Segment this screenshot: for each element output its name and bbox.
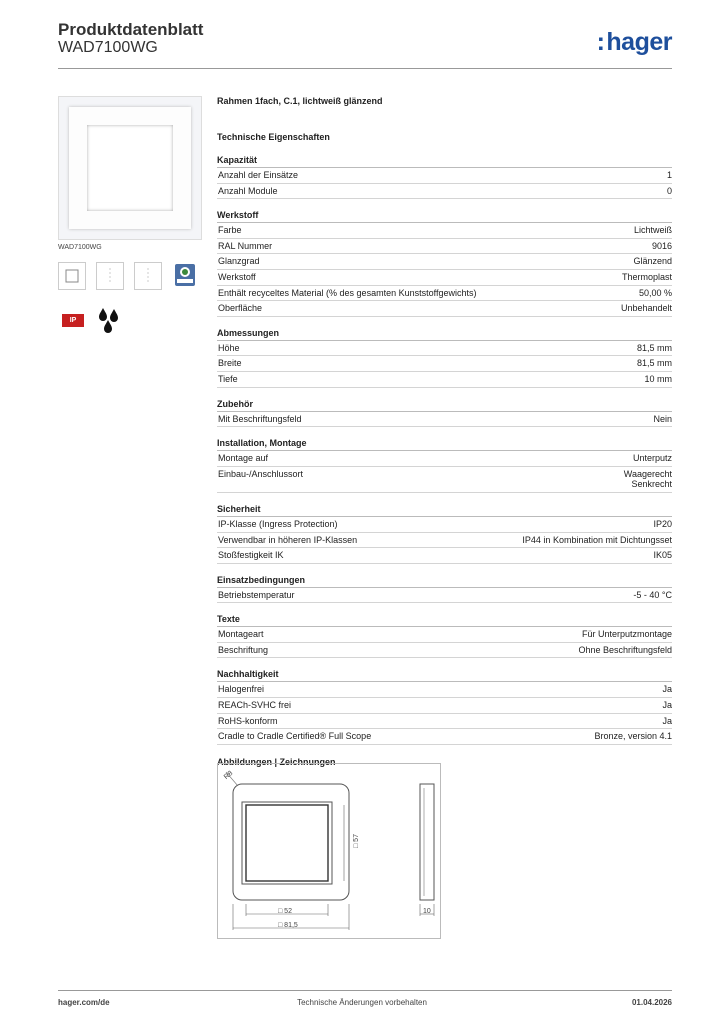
product-photo-caption: WAD7100WG	[58, 244, 102, 251]
spec-content	[217, 96, 672, 767]
spec-row: Enthält recyceltes Material (% des gesamten Kunststoffgewichts) 50,00 %	[217, 286, 672, 302]
spec-section: Einsatzbedingungen Betriebstemperatur -5 - 40 °C	[217, 575, 672, 604]
spec-row: Breite 81,5 mm	[217, 356, 672, 372]
header-divider	[58, 68, 672, 69]
footer-website[interactable]: hager.com/de	[58, 998, 110, 1007]
spec-section: Abmessungen Höhe 81,5 mm Breite 81,5 mm Tiefe 10 mm	[217, 328, 672, 388]
spec-row: Einbau-/Anschlussort Waagerecht Senkrecht	[217, 467, 672, 493]
drawing-thumbnail[interactable]	[134, 262, 162, 290]
product-title: Rahmen 1fach, C.1, lichtweiß glänzend	[217, 96, 383, 106]
height-dimension: □ 57	[353, 834, 360, 848]
spec-row: Montageart Für Unterputzmontage	[217, 627, 672, 643]
hager-logo: :hager	[596, 28, 672, 56]
spec-row: Oberfläche Unbehandelt	[217, 301, 672, 317]
spec-section: Installation, Montage Montage auf Unterputz Einbau-/Anschlussort Waagerecht Senkrecht	[217, 438, 672, 493]
spec-section: Nachhaltigkeit Halogenfrei Ja REACh-SVHC frei Ja RoHS-konform Ja Cradle to Cradle Certified® Full Scope Bronze, version 4.1	[217, 669, 672, 744]
technical-drawing	[217, 763, 441, 939]
frame-thumbnail[interactable]	[58, 262, 86, 290]
drawings-title: Abbildungen | Zeichnungen	[217, 756, 336, 767]
footer-disclaimer: Technische Änderungen vorbehalten	[297, 998, 427, 1007]
spec-row: Betriebstemperatur -5 - 40 °C	[217, 588, 672, 604]
spec-row: Montage auf Unterputz	[217, 451, 672, 467]
spec-row: Farbe Lichtweiß	[217, 223, 672, 239]
spec-row: Höhe 81,5 mm	[217, 341, 672, 357]
spec-section: Texte Montageart Für Unterputzmontage Beschriftung Ohne Beschriftungsfeld	[217, 614, 672, 658]
spec-row: IP-Klasse (Ingress Protection) IP20	[217, 517, 672, 533]
outer-width-dimension: □ 81,5	[278, 922, 298, 929]
spec-row: Stoßfestigkeit IK IK05	[217, 548, 672, 564]
spec-row: REACh-SVHC frei Ja	[217, 698, 672, 714]
spec-row: Verwendbar in höheren IP-Klassen IP44 in Kombination mit Dichtungsset	[217, 533, 672, 549]
spec-section: Sicherheit IP-Klasse (Ingress Protection) IP20 Verwendbar in höheren IP-Klassen IP44 in Kombination mit Dichtungsset Stoßfestigkeit IK IK05	[217, 504, 672, 564]
footer-divider	[58, 990, 672, 991]
spec-row: Beschriftung Ohne Beschriftungsfeld	[217, 643, 672, 659]
ip-rating-badge: IP	[62, 314, 84, 327]
spec-row: RoHS-konform Ja	[217, 714, 672, 730]
spec-row: Anzahl der Einsätze 1	[217, 168, 672, 184]
spec-row: Werkstoff Thermoplast	[217, 270, 672, 286]
spec-section: Zubehör Mit Beschriftungsfeld Nein	[217, 399, 672, 428]
radius-label: R8	[222, 769, 235, 782]
product-code: WAD7100WG	[58, 39, 158, 56]
spec-row: Mit Beschriftungsfeld Nein	[217, 412, 672, 428]
side-view-thumbnail[interactable]	[96, 262, 124, 290]
spec-section: Kapazität Anzahl der Einsätze 1 Anzahl Module 0	[217, 155, 672, 199]
spec-row: Cradle to Cradle Certified® Full Scope Bronze, version 4.1	[217, 729, 672, 745]
spec-row: Glanzgrad Glänzend	[217, 254, 672, 270]
logo-dots-icon: :	[596, 28, 605, 56]
header-title: Produktdatenblatt	[58, 20, 204, 39]
water-drops-icon	[96, 306, 122, 339]
product-photo	[58, 96, 202, 240]
technical-heading: Technische Eigenschaften	[217, 132, 330, 142]
spec-section: Werkstoff Farbe Lichtweiß RAL Nummer 9016 Glanzgrad Glänzend Werkstoff Thermoplast Enthält recyceltes Material (% des gesamten Kunststoffgewichts) 50,00 % Oberfläche Unbehandelt	[217, 210, 672, 317]
spec-row: Tiefe 10 mm	[217, 372, 672, 388]
footer-date: 01.04.2026	[631, 998, 672, 1007]
spec-row: Halogenfrei Ja	[217, 682, 672, 698]
c2c-certification-icon	[172, 262, 198, 288]
depth-dimension: 10	[423, 908, 431, 915]
spec-row: Anzahl Module 0	[217, 184, 672, 200]
spec-row: RAL Nummer 9016	[217, 239, 672, 255]
inner-width-dimension: □ 52	[278, 908, 292, 915]
